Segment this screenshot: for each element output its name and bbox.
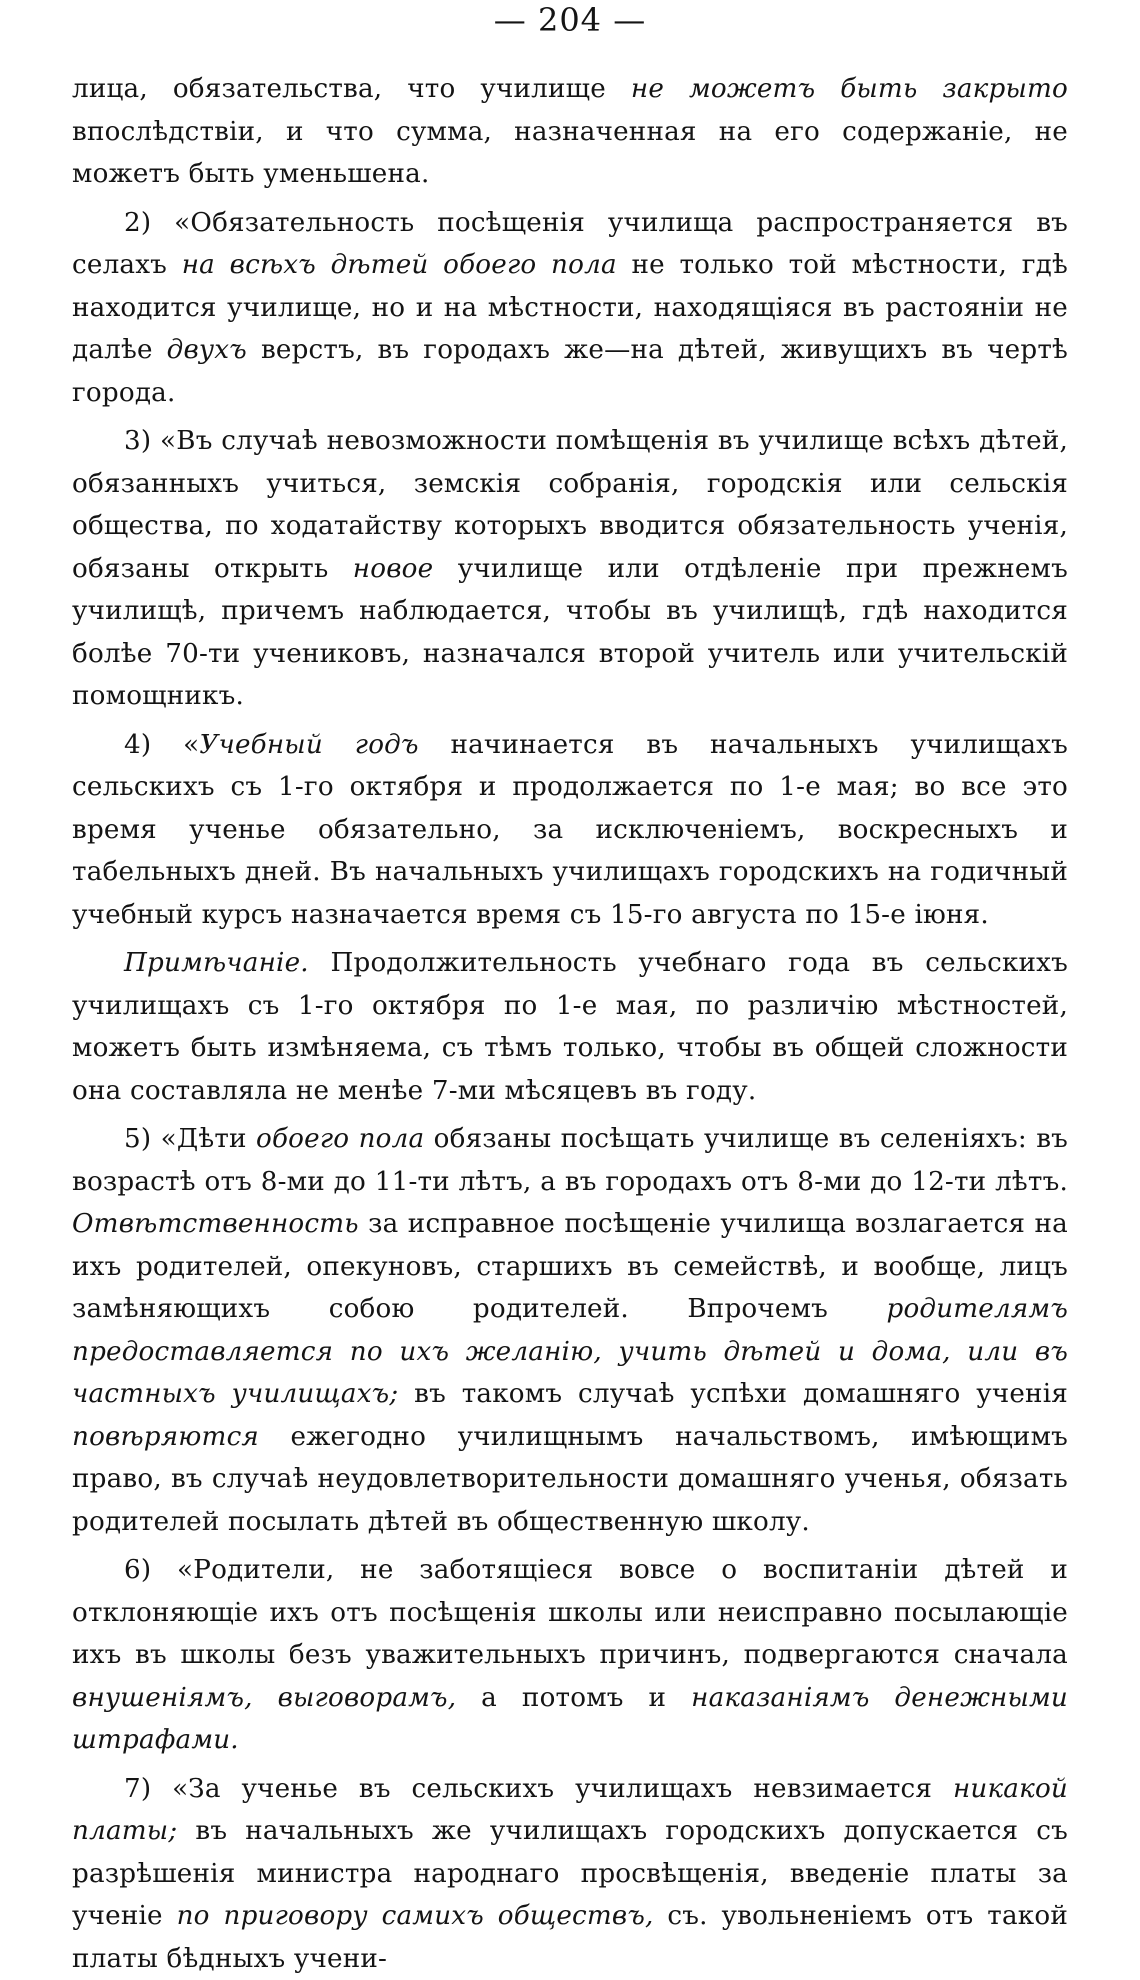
text-run: въ такомъ случаѣ успѣхи домашняго ученія [398,1379,1068,1409]
paragraph-item-6 [72,1549,1068,1762]
emphasis-run: Отвѣтственность [72,1209,359,1239]
paragraph-item-4 [72,724,1068,937]
emphasis-run: новое [353,554,434,584]
emphasis-run: по приговору самихъ обществъ, [177,1901,654,1931]
text-run: не только той мѣстности, гдѣ находится училище, но и на мѣстности, находящіяся въ растояніи не далѣе [72,250,1068,365]
text-run: обязаны посѣщать училище въ селеніяхъ: въ возрастѣ отъ 8-ми до 11-ти лѣтъ, а въ городахъ отъ 8-ми до 12-ти лѣтъ. [72,1124,1068,1197]
text-run: впослѣдствіи, и что сумма, назначенная на его содержаніе, не можетъ быть уменьшена. [72,117,1068,190]
text-run: Продолжительность учебнаго года въ сельскихъ училищахъ съ 1-го октября по 1-е мая, по различію мѣстностей, можетъ быть измѣняема, съ тѣмъ только, чтобы въ общей сложности она составляла не менѣе 7-ми мѣсяцевъ въ году. [72,948,1068,1106]
text-run: 3) «Въ случаѣ невозможности помѣщенія въ училище всѣхъ дѣтей, обязанныхъ учиться, земскія собранія, городскія или сельскія общества, по ходатайству которыхъ вводится обязательность ученія, обязаны открыть [72,426,1068,584]
text-run: верстъ, въ городахъ же—на дѣтей, живущихъ въ чертѣ города. [72,335,1068,408]
emphasis-run: не можетъ быть закрыто [631,74,1068,104]
text-run: 6) «Родители, не заботящіеся вовсе о воспитаніи дѣтей и отклоняющіе ихъ отъ посѣщенія школы или неисправно посылающіе ихъ въ школы безъ уважительныхъ причинъ, подвергаются сначала [72,1555,1068,1670]
paragraph-note [72,942,1068,1112]
body-text [72,68,1068,1980]
text-run: начинается въ начальныхъ училищахъ сельскихъ съ 1-го октября и продолжается по 1-е мая; во все это время ученье обязательно, за исключеніемъ, воскресныхъ и табельныхъ дней. Въ начальныхъ училищахъ городскихъ на годичный учебный курсъ назначается время съ 15-го августа по 15-е іюня. [72,730,1068,930]
text-run: 7) «За ученье въ сельскихъ училищахъ невзимается [124,1774,953,1804]
emphasis-run: на всѣхъ дѣтей обоего пола [182,250,617,280]
text-run: а потомъ и [456,1683,691,1713]
emphasis-run: никакой платы; [72,1774,1068,1847]
emphasis-run: наказаніямъ денежными штрафами. [72,1683,1068,1756]
emphasis-run: обоего пола [256,1124,424,1154]
paragraph-item-7 [72,1768,1068,1980]
emphasis-run: внушеніямъ, выговорамъ, [72,1683,456,1713]
text-run: училище или отдѣленіе при прежнемъ училищѣ, причемъ наблюдается, чтобы въ училищѣ, гдѣ находится болѣе 70-ти учениковъ, назначался второй учитель или учительскій помощникъ. [72,554,1068,712]
text-run: 4) « [124,730,199,760]
emphasis-run: двухъ [167,335,247,365]
text-run: за исправное посѣщеніе училища возлагается на ихъ родителей, опекуновъ, старшихъ въ семействѣ, и вообще, лицъ замѣняющихъ собою родителей. Впрочемъ [72,1209,1068,1324]
page-number: — 204 — [72,0,1068,38]
paragraph-item-3 [72,420,1068,718]
text-run: съ. увольненіемъ отъ такой платы бѣдныхъ учени- [72,1901,1068,1974]
text-run: 5) «Дѣти [124,1124,256,1154]
text-run: 2) «Обязательность посѣщенія училища распространяется въ селахъ [72,208,1068,281]
emphasis-run: Учебный годъ [199,730,418,760]
emphasis-run: Примѣчаніе. [124,948,309,978]
paragraph-item-2 [72,202,1068,415]
emphasis-run: повѣряются [72,1422,259,1452]
paragraph-item-5 [72,1118,1068,1543]
text-run: лица, обязательства, что училище [72,74,631,104]
paragraph-continuation [72,68,1068,196]
text-run: ежегодно училищнымъ начальствомъ, имѣющимъ право, въ случаѣ неудовлетворительности домашняго ученья, обязать родителей посылать дѣтей въ общественную школу. [72,1422,1068,1537]
emphasis-run: родителямъ предоставляется по ихъ желанію, учить дѣтей и дома, или въ частныхъ училищахъ; [72,1294,1068,1409]
text-run: въ начальныхъ же училищахъ городскихъ допускается съ разрѣшенія министра народнаго просвѣщенія, введеніе платы за ученіе [72,1816,1068,1931]
